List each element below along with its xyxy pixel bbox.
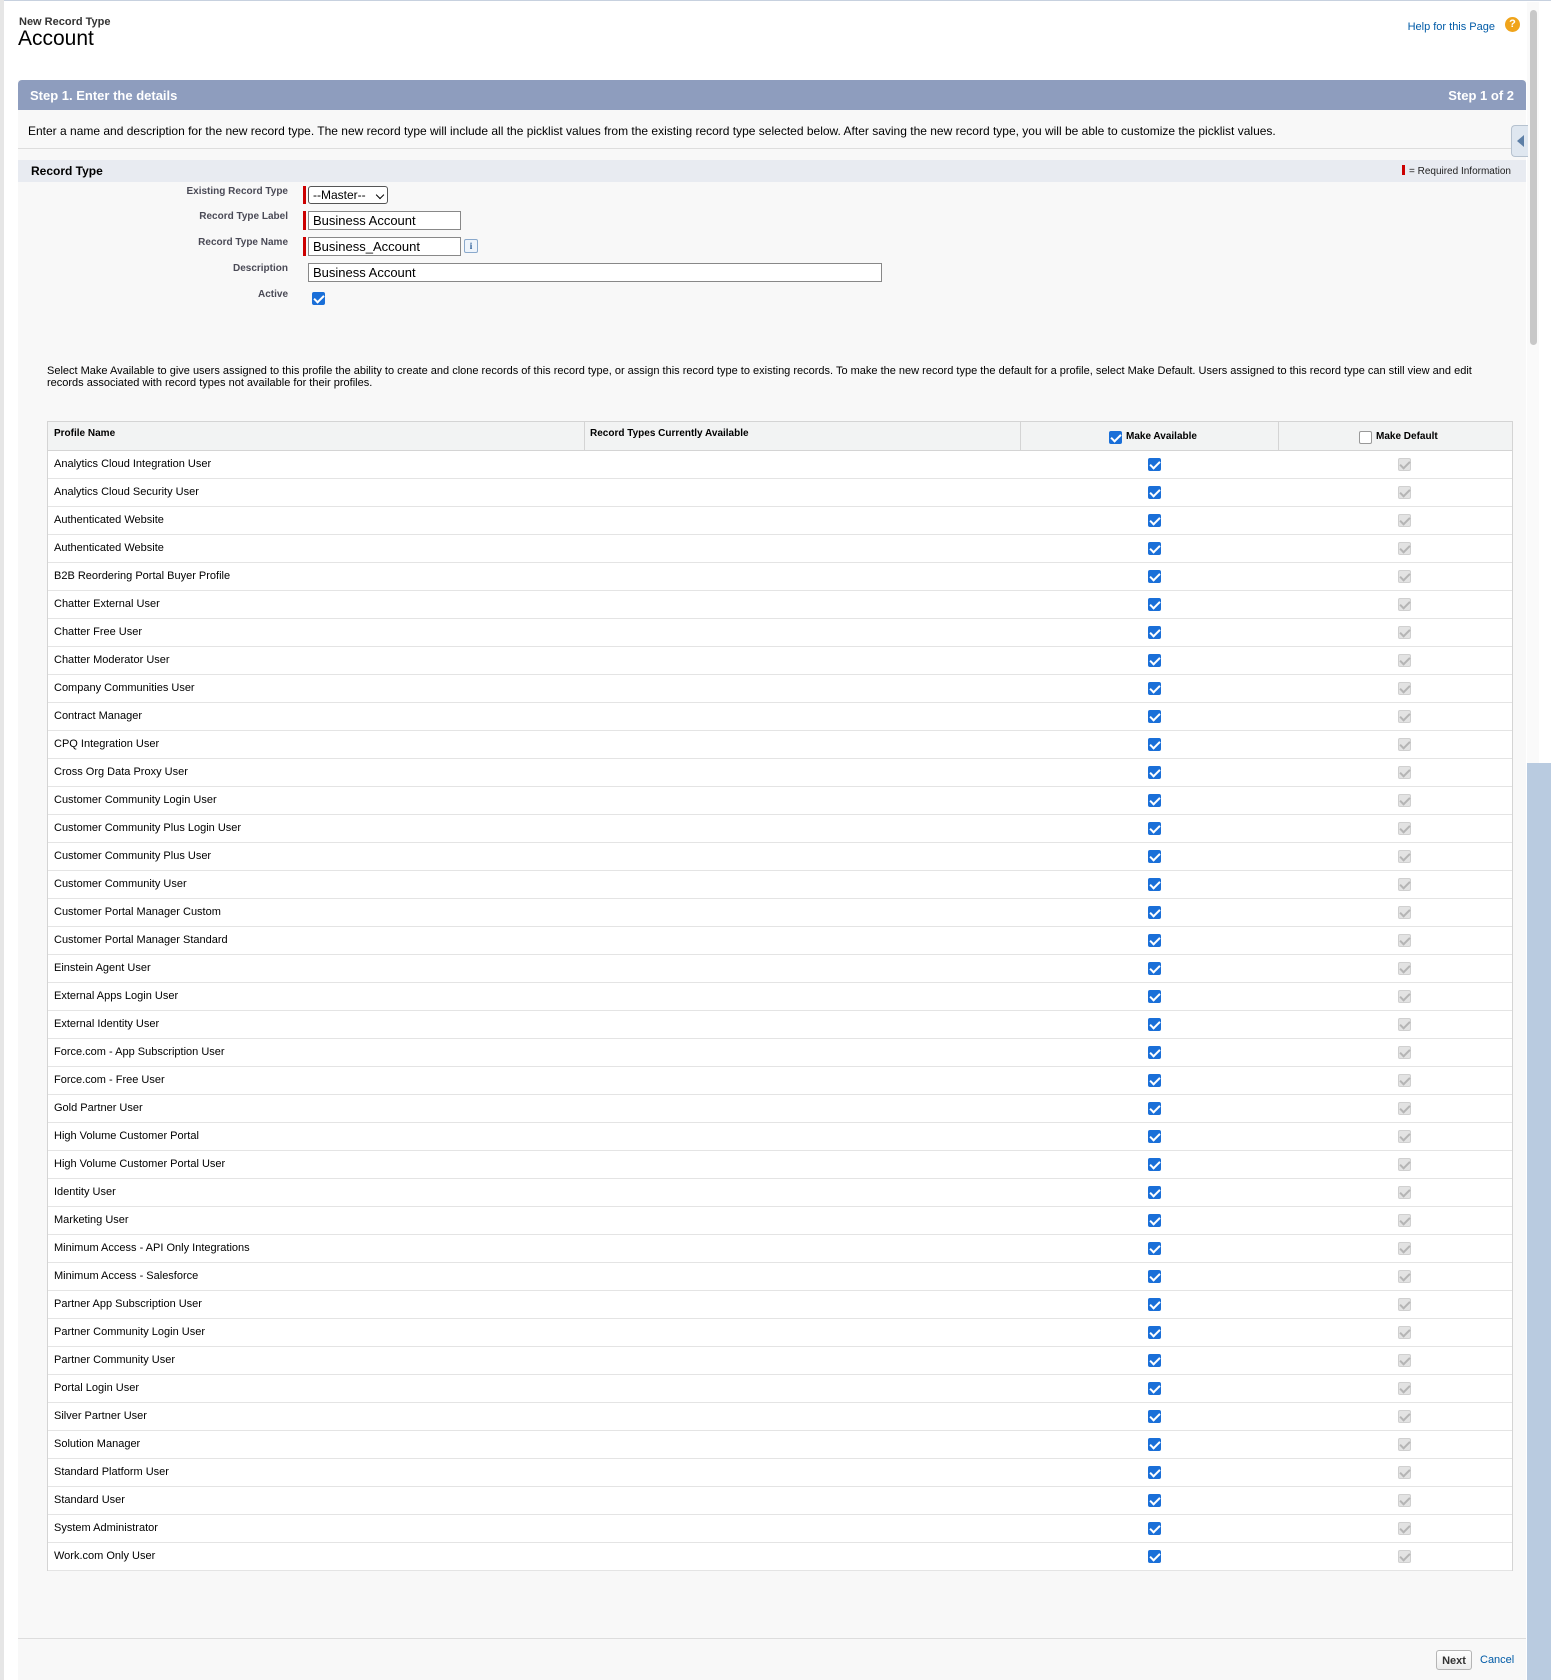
existing-record-type-select[interactable] <box>308 186 388 204</box>
profile-name: System Administrator <box>54 1522 158 1534</box>
make-available-checkbox[interactable] <box>1148 1074 1161 1087</box>
required-legend <box>1402 165 1511 177</box>
table-row <box>48 1403 1512 1431</box>
make-default-checkbox <box>1398 542 1411 555</box>
profile-name: Chatter Moderator User <box>54 654 170 666</box>
page-title: Account <box>18 27 94 50</box>
existing-record-type-value: --Master-- <box>313 188 366 202</box>
make-available-checkbox[interactable] <box>1148 794 1161 807</box>
make-default-header: Make Default <box>1376 431 1438 442</box>
make-available-checkbox[interactable] <box>1148 598 1161 611</box>
make-available-checkbox[interactable] <box>1148 514 1161 527</box>
profile-name: Gold Partner User <box>54 1102 143 1114</box>
make-default-checkbox <box>1398 1242 1411 1255</box>
record-type-label-label: Record Type Label <box>199 211 288 222</box>
table-row <box>48 563 1512 591</box>
profile-name: Cross Org Data Proxy User <box>54 766 188 778</box>
make-default-checkbox <box>1398 850 1411 863</box>
scrollbar-thumb[interactable] <box>1530 10 1537 345</box>
make-available-checkbox[interactable] <box>1148 626 1161 639</box>
table-header <box>48 422 1512 451</box>
make-default-checkbox <box>1398 1018 1411 1031</box>
collapse-panel-icon[interactable] <box>1511 125 1528 157</box>
existing-record-type-label: Existing Record Type <box>186 186 288 197</box>
make-available-checkbox[interactable] <box>1148 570 1161 583</box>
make-default-checkbox <box>1398 654 1411 667</box>
make-available-checkbox[interactable] <box>1148 1102 1161 1115</box>
profile-name: Analytics Cloud Integration User <box>54 458 212 470</box>
table-row <box>48 1039 1512 1067</box>
instructions-text: Select Make Available to give users assigned to this profile the ability to create and clone records of this record type, or assign this record type to existing records. To make the new record type the default for a profile, select Make Default. Users assigned to this record type can still view and edit records associated with record types not available for their profiles. <box>47 365 1472 389</box>
side-panel-edge <box>1527 763 1551 1680</box>
make-default-checkbox <box>1398 962 1411 975</box>
profile-name: Customer Community Login User <box>54 794 217 806</box>
make-default-checkbox <box>1398 1326 1411 1339</box>
table-row <box>48 1011 1512 1039</box>
profile-name: B2B Reordering Portal Buyer Profile <box>54 570 231 582</box>
table-row <box>48 1543 1512 1571</box>
profile-name: Contract Manager <box>54 710 143 722</box>
profile-name: Partner Community User <box>54 1354 176 1366</box>
table-row <box>48 1459 1512 1487</box>
table-row <box>48 479 1512 507</box>
description-input[interactable]: Business Account <box>308 263 882 282</box>
make-default-checkbox <box>1398 514 1411 527</box>
table-row <box>48 703 1512 731</box>
make-available-checkbox[interactable] <box>1148 1158 1161 1171</box>
table-row <box>48 1095 1512 1123</box>
table-row <box>48 1067 1512 1095</box>
profile-name: Analytics Cloud Security User <box>54 486 199 498</box>
profile-name: High Volume Customer Portal <box>54 1130 199 1142</box>
make-default-checkbox <box>1398 990 1411 1003</box>
profile-name: Minimum Access - API Only Integrations <box>54 1242 250 1254</box>
make-default-checkbox <box>1398 1354 1411 1367</box>
table-row <box>48 1207 1512 1235</box>
table-row <box>48 1515 1512 1543</box>
table-row <box>48 787 1512 815</box>
table-row <box>48 1263 1512 1291</box>
required-legend-text: = Required Information <box>1408 166 1511 177</box>
profile-name: Work.com Only User <box>54 1550 156 1562</box>
make-available-checkbox[interactable] <box>1148 1270 1161 1283</box>
profile-name-header: Profile Name <box>54 428 116 439</box>
profile-name: Customer Portal Manager Custom <box>54 906 221 918</box>
table-row <box>48 815 1512 843</box>
make-available-checkbox[interactable] <box>1148 458 1161 471</box>
section-title: Record Type <box>31 164 103 178</box>
make-available-checkbox[interactable] <box>1148 934 1161 947</box>
required-marker <box>303 186 306 204</box>
step-intro: Enter a name and description for the new record type. The new record type will include all the picklist values from the existing record type selected below. After saving the new record type, you will be able to customize the picklist values. <box>28 124 1276 138</box>
profile-name: Standard Platform User <box>54 1466 169 1478</box>
next-button[interactable]: Next <box>1436 1650 1472 1670</box>
make-available-checkbox[interactable] <box>1148 878 1161 891</box>
make-default-checkbox <box>1398 906 1411 919</box>
table-row <box>48 591 1512 619</box>
make-default-checkbox <box>1398 1438 1411 1451</box>
table-row <box>48 507 1512 535</box>
profile-name: Force.com - Free User <box>54 1074 165 1086</box>
column-divider <box>1020 422 1021 450</box>
make-available-checkbox[interactable] <box>1148 1494 1161 1507</box>
table-row <box>48 1179 1512 1207</box>
table-row <box>48 955 1512 983</box>
table-row <box>48 983 1512 1011</box>
divider <box>18 1638 1526 1639</box>
table-row <box>48 1151 1512 1179</box>
profile-name: External Identity User <box>54 1018 160 1030</box>
make-default-checkbox <box>1398 1494 1411 1507</box>
make-available-checkbox[interactable] <box>1148 1186 1161 1199</box>
record-type-name-label: Record Type Name <box>198 237 288 248</box>
table-row <box>48 843 1512 871</box>
profile-name: Force.com - App Subscription User <box>54 1046 225 1058</box>
make-default-checkbox <box>1398 570 1411 583</box>
profile-name: Solution Manager <box>54 1438 141 1450</box>
make-default-checkbox <box>1398 710 1411 723</box>
profile-name: Company Communities User <box>54 682 195 694</box>
make-available-checkbox[interactable] <box>1148 1046 1161 1059</box>
profile-name: Chatter External User <box>54 598 160 610</box>
make-available-checkbox[interactable] <box>1148 906 1161 919</box>
make-available-checkbox[interactable] <box>1148 486 1161 499</box>
table-row <box>48 1291 1512 1319</box>
make-available-checkbox[interactable] <box>1148 1410 1161 1423</box>
table-row <box>48 535 1512 563</box>
info-icon[interactable]: i <box>464 239 478 253</box>
make-default-checkbox <box>1398 1046 1411 1059</box>
table-row <box>48 871 1512 899</box>
make-available-checkbox[interactable] <box>1148 1382 1161 1395</box>
make-default-checkbox <box>1398 1158 1411 1171</box>
make-available-checkbox[interactable] <box>1148 542 1161 555</box>
profile-name: Marketing User <box>54 1214 129 1226</box>
table-row <box>48 675 1512 703</box>
make-available-checkbox[interactable] <box>1148 654 1161 667</box>
make-default-checkbox <box>1398 1130 1411 1143</box>
table-row <box>48 1235 1512 1263</box>
make-default-checkbox <box>1398 682 1411 695</box>
table-row <box>48 451 1512 479</box>
make-available-header: Make Available <box>1126 431 1197 442</box>
profile-name: External Apps Login User <box>54 990 179 1002</box>
profile-name: Einstein Agent User <box>54 962 151 974</box>
make-default-all-checkbox[interactable] <box>1359 431 1372 444</box>
section-header <box>18 160 1526 182</box>
make-default-checkbox <box>1398 1466 1411 1479</box>
make-default-checkbox <box>1398 458 1411 471</box>
make-default-checkbox <box>1398 738 1411 751</box>
make-default-checkbox <box>1398 1298 1411 1311</box>
make-available-checkbox[interactable] <box>1148 766 1161 779</box>
make-available-checkbox[interactable] <box>1148 1354 1161 1367</box>
make-default-checkbox <box>1398 1214 1411 1227</box>
make-default-checkbox <box>1398 1550 1411 1563</box>
required-marker <box>303 237 306 256</box>
make-available-checkbox[interactable] <box>1148 1522 1161 1535</box>
page-subtitle: New Record Type <box>19 16 111 28</box>
column-divider <box>1278 422 1279 450</box>
make-default-checkbox <box>1398 1102 1411 1115</box>
make-default-checkbox <box>1398 878 1411 891</box>
make-default-checkbox <box>1398 626 1411 639</box>
step-count: Step 1 of 2 <box>1448 88 1514 103</box>
question-icon[interactable]: ? <box>1505 17 1520 32</box>
make-default-checkbox <box>1398 1074 1411 1087</box>
chevron-down-icon <box>376 191 384 199</box>
make-available-checkbox[interactable] <box>1148 1466 1161 1479</box>
profiles-table <box>47 421 1513 1571</box>
profile-name: Partner Community Login User <box>54 1326 206 1338</box>
make-available-checkbox[interactable] <box>1148 738 1161 751</box>
make-available-checkbox[interactable] <box>1148 1550 1161 1563</box>
table-row <box>48 759 1512 787</box>
required-marker <box>1402 165 1405 175</box>
make-available-checkbox[interactable] <box>1148 822 1161 835</box>
profile-name: High Volume Customer Portal User <box>54 1158 226 1170</box>
make-available-checkbox[interactable] <box>1148 990 1161 1003</box>
make-available-checkbox[interactable] <box>1148 710 1161 723</box>
make-default-checkbox <box>1398 822 1411 835</box>
make-default-checkbox <box>1398 934 1411 947</box>
table-row <box>48 1375 1512 1403</box>
table-row <box>48 1123 1512 1151</box>
make-available-checkbox[interactable] <box>1148 1242 1161 1255</box>
profile-name: Chatter Free User <box>54 626 143 638</box>
make-default-checkbox <box>1398 1410 1411 1423</box>
profile-name: Minimum Access - Salesforce <box>54 1270 199 1282</box>
help-link[interactable]: Help for this Page <box>1407 21 1495 33</box>
table-row <box>48 647 1512 675</box>
record-type-name-input[interactable]: Business_Account <box>308 237 461 256</box>
profile-name: Customer Community User <box>54 878 187 890</box>
make-available-checkbox[interactable] <box>1148 962 1161 975</box>
active-label: Active <box>257 289 288 300</box>
profile-name: Standard User <box>54 1494 125 1506</box>
table-row <box>48 731 1512 759</box>
make-available-checkbox[interactable] <box>1148 1018 1161 1031</box>
make-available-checkbox[interactable] <box>1148 1438 1161 1451</box>
make-default-checkbox <box>1398 1186 1411 1199</box>
top-border <box>0 0 1551 1</box>
make-available-checkbox[interactable] <box>1148 1326 1161 1339</box>
make-available-checkbox[interactable] <box>1148 1130 1161 1143</box>
step-header <box>18 80 1526 110</box>
make-default-checkbox <box>1398 766 1411 779</box>
available-types-header: Record Types Currently Available <box>590 428 749 439</box>
left-border <box>0 0 4 1680</box>
active-checkbox[interactable] <box>312 292 325 305</box>
profile-name: Authenticated Website <box>54 542 164 554</box>
profile-name: Silver Partner User <box>54 1410 147 1422</box>
profile-name: Customer Community Plus User <box>54 850 212 862</box>
step-title: Step 1. Enter the details <box>30 88 178 103</box>
profile-name: Authenticated Website <box>54 514 164 526</box>
make-available-checkbox[interactable] <box>1148 1298 1161 1311</box>
make-default-checkbox <box>1398 598 1411 611</box>
make-default-checkbox <box>1398 486 1411 499</box>
divider <box>18 148 1526 149</box>
make-available-checkbox[interactable] <box>1148 850 1161 863</box>
table-row <box>48 1431 1512 1459</box>
profile-name: Customer Community Plus Login User <box>54 822 242 834</box>
record-type-label-input[interactable]: Business Account <box>308 211 461 230</box>
table-row <box>48 927 1512 955</box>
make-default-checkbox <box>1398 1382 1411 1395</box>
make-available-all-checkbox[interactable] <box>1109 431 1122 444</box>
column-divider <box>584 422 585 450</box>
make-default-checkbox <box>1398 1270 1411 1283</box>
profile-name: CPQ Integration User <box>54 738 160 750</box>
make-default-checkbox <box>1398 1522 1411 1535</box>
table-row <box>48 1319 1512 1347</box>
profile-name: Partner App Subscription User <box>54 1298 202 1310</box>
table-row <box>48 1347 1512 1375</box>
profile-name: Customer Portal Manager Standard <box>54 934 228 946</box>
cancel-link[interactable]: Cancel <box>1480 1654 1515 1666</box>
make-available-checkbox[interactable] <box>1148 1214 1161 1227</box>
profile-name: Identity User <box>54 1186 116 1198</box>
make-default-checkbox <box>1398 794 1411 807</box>
required-marker <box>303 211 306 230</box>
description-label: Description <box>232 263 288 274</box>
table-row <box>48 619 1512 647</box>
make-available-checkbox[interactable] <box>1148 682 1161 695</box>
profile-name: Portal Login User <box>54 1382 139 1394</box>
table-row <box>48 899 1512 927</box>
table-row <box>48 1487 1512 1515</box>
